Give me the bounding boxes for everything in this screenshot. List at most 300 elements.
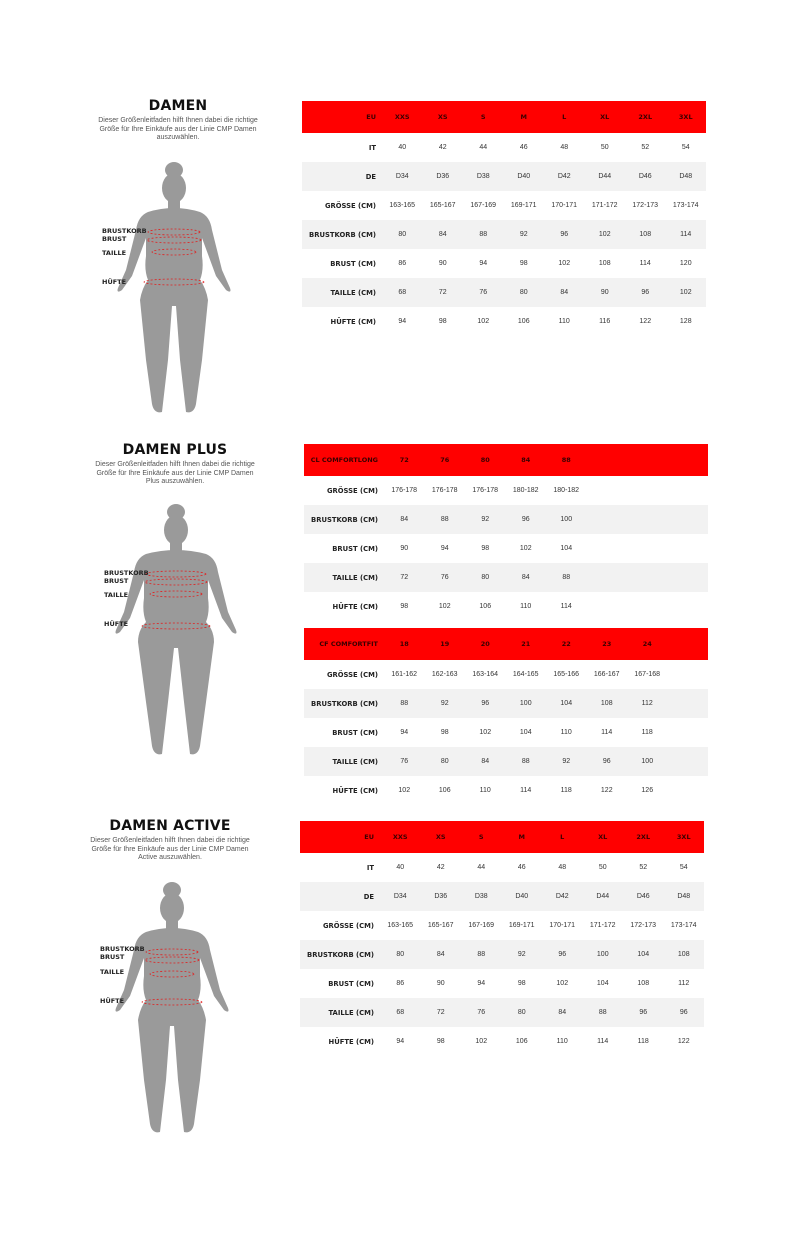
size-cell: 100 (506, 689, 547, 718)
size-cell: 110 (558, 318, 570, 325)
size-cell: 94 (400, 729, 409, 736)
size-cell: 84 (384, 505, 425, 534)
size-cell: 92 (425, 689, 466, 718)
size-cell (627, 505, 668, 534)
table-row (302, 191, 706, 220)
damen-size-table (302, 101, 706, 336)
size-cell (668, 776, 709, 805)
size-cell: 90 (438, 260, 447, 267)
size-cell (627, 563, 668, 592)
damen-active-size-table (300, 821, 704, 1056)
size-cell: 96 (664, 998, 705, 1027)
woman-silhouette-icon (96, 160, 246, 420)
size-cell: 106 (479, 603, 492, 610)
size-header-cell: 3XL (664, 821, 705, 853)
size-cell: 171-172 (591, 202, 618, 209)
size-cell: 180-182 (512, 487, 539, 494)
size-cell: 176-178 (391, 487, 418, 494)
size-cell (668, 689, 709, 718)
body-figure (96, 160, 246, 420)
size-cell: 172-173 (630, 922, 657, 929)
size-header-cell: L (544, 101, 585, 133)
size-cell: 128 (679, 318, 692, 325)
label-taille: TAILLE (102, 249, 127, 257)
size-cell: 76 (461, 998, 502, 1027)
table-header-row (304, 628, 708, 660)
size-cell: 118 (637, 1038, 649, 1045)
size-cell: 104 (596, 980, 609, 987)
table-row (304, 505, 708, 534)
size-cell: 170-171 (551, 202, 578, 209)
size-cell: 114 (560, 603, 572, 610)
row-label: TAILLE (CM) (304, 563, 384, 592)
row-label: BRUSTKORB (CM) (302, 220, 382, 249)
label-brust: BRUST (102, 235, 127, 243)
size-cell: 118 (641, 729, 653, 736)
size-cell: 92 (465, 505, 506, 534)
size-cell: 88 (425, 505, 466, 534)
size-cell: 76 (384, 747, 425, 776)
size-cell: 72 (384, 563, 425, 592)
row-label: GRÖSSE (CM) (322, 921, 374, 930)
size-cell: 163-165 (387, 922, 414, 929)
size-cell: 88 (546, 563, 587, 592)
size-cell: D44 (585, 162, 626, 191)
size-header-cell: XS (423, 101, 464, 133)
size-cell: 106 (438, 787, 451, 794)
size-cell: 90 (436, 980, 445, 987)
row-label: TAILLE (CM) (300, 998, 380, 1027)
size-cell: 104 (519, 729, 532, 736)
header-label: CL COMFORTLONG (304, 444, 384, 476)
size-cell: 102 (585, 220, 626, 249)
size-cell (587, 592, 628, 621)
size-cell: 52 (639, 864, 648, 871)
size-cell: 54 (679, 864, 688, 871)
size-cell: 162-163 (431, 671, 458, 678)
body-figure (94, 880, 244, 1140)
size-cell: 167-169 (470, 202, 497, 209)
size-cell: 96 (623, 998, 664, 1027)
size-header-cell: 3XL (666, 101, 707, 133)
size-cell: D46 (625, 162, 666, 191)
size-cell: 80 (380, 940, 421, 969)
size-cell: 108 (587, 689, 628, 718)
size-cell: 96 (506, 505, 547, 534)
size-cell: 80 (502, 998, 543, 1027)
damen-intro (68, 98, 288, 143)
size-cell: 92 (504, 220, 545, 249)
size-cell: 104 (546, 689, 587, 718)
size-cell: 167-169 (468, 922, 495, 929)
size-cell: 80 (465, 563, 506, 592)
size-cell: 173-174 (670, 922, 697, 929)
size-cell: D38 (461, 882, 502, 911)
size-cell: 92 (546, 747, 587, 776)
size-cell: D36 (421, 882, 462, 911)
size-cell: 98 (481, 545, 490, 552)
label-huefte: HÜFTE (100, 997, 125, 1005)
table-row (304, 689, 708, 718)
table-header-row (304, 444, 708, 476)
table-row (300, 998, 704, 1027)
size-cell: D46 (623, 882, 664, 911)
size-cell: 50 (598, 864, 607, 871)
size-cell: 68 (382, 278, 423, 307)
size-header-cell: 76 (425, 444, 466, 476)
size-cell: 114 (520, 787, 532, 794)
size-cell: 44 (477, 864, 486, 871)
size-cell: 88 (506, 747, 547, 776)
size-cell: 122 (639, 318, 652, 325)
row-label: TAILLE (CM) (304, 747, 384, 776)
size-cell: 118 (560, 787, 572, 794)
size-cell: 98 (440, 729, 449, 736)
row-label: GRÖSSE (CM) (326, 670, 378, 679)
row-label: BRUST (CM) (332, 728, 378, 737)
size-cell: 102 (398, 787, 411, 794)
size-cell: 165-167 (429, 202, 456, 209)
size-cell: 72 (421, 998, 462, 1027)
size-header-cell: S (461, 821, 502, 853)
size-cell: 52 (641, 144, 650, 151)
size-cell: 166-167 (593, 671, 620, 678)
row-label: HÜFTE (CM) (330, 317, 376, 326)
size-cell: 96 (544, 220, 585, 249)
table-header-row (300, 821, 704, 853)
size-cell: D36 (423, 162, 464, 191)
label-brust: BRUST (104, 577, 129, 585)
size-cell: D42 (542, 882, 583, 911)
size-header-cell: 23 (587, 628, 628, 660)
size-cell: 80 (425, 747, 466, 776)
table-row (304, 592, 708, 621)
size-cell (668, 476, 709, 505)
size-header-cell (668, 628, 709, 660)
size-header-cell: XL (585, 101, 626, 133)
size-cell: 84 (423, 220, 464, 249)
size-cell: 167-168 (634, 671, 661, 678)
size-cell: 169-171 (508, 922, 535, 929)
table-row (302, 162, 706, 191)
size-cell (668, 592, 709, 621)
size-cell: D38 (463, 162, 504, 191)
size-header-cell: 20 (465, 628, 506, 660)
row-label: BRUST (CM) (332, 544, 378, 553)
table-row (300, 969, 704, 998)
size-cell: 100 (546, 505, 587, 534)
size-cell: 163-164 (472, 671, 499, 678)
size-cell: 42 (436, 864, 445, 871)
row-label: HÜFTE (CM) (328, 1037, 374, 1046)
size-cell: 96 (625, 278, 666, 307)
size-header-cell: XL (583, 821, 624, 853)
row-label: IT (366, 863, 374, 872)
row-label: BRUSTKORB (CM) (304, 505, 384, 534)
size-cell: 68 (380, 998, 421, 1027)
size-cell: 88 (583, 998, 624, 1027)
size-cell: 108 (625, 220, 666, 249)
size-cell (668, 660, 709, 689)
size-cell (627, 592, 668, 621)
row-label: HÜFTE (CM) (332, 602, 378, 611)
size-cell: 88 (461, 940, 502, 969)
size-cell: 165-167 (427, 922, 454, 929)
size-cell: 98 (519, 260, 528, 267)
table-row (304, 563, 708, 592)
size-cell: 110 (560, 729, 572, 736)
label-brustkorb: BRUSTKORB (102, 227, 147, 235)
size-cell: 165-166 (553, 671, 580, 678)
size-cell (587, 534, 628, 563)
size-cell: 94 (477, 980, 486, 987)
row-label: TAILLE (CM) (302, 278, 382, 307)
size-cell: 40 (396, 864, 405, 871)
table-row (300, 882, 704, 911)
size-cell: 80 (504, 278, 545, 307)
size-cell: 94 (479, 260, 488, 267)
size-cell: 116 (599, 318, 611, 325)
size-cell: 72 (423, 278, 464, 307)
size-header-cell: M (502, 821, 543, 853)
section-title: DAMEN PLUS (122, 442, 228, 458)
header-label: CF COMFORTFIT (304, 628, 384, 660)
size-cell: 90 (585, 278, 626, 307)
size-cell: 122 (677, 1038, 690, 1045)
size-cell: D34 (380, 882, 421, 911)
size-cell: 108 (664, 940, 705, 969)
size-cell (668, 505, 709, 534)
size-cell: 84 (465, 747, 506, 776)
damen-active-intro (60, 818, 280, 863)
size-header-cell: 21 (506, 628, 547, 660)
size-cell: 102 (477, 318, 490, 325)
size-cell: 102 (556, 980, 569, 987)
table-row (302, 249, 706, 278)
size-header-cell: L (542, 821, 583, 853)
size-cell: 169-171 (510, 202, 537, 209)
size-cell (627, 534, 668, 563)
size-cell: 98 (517, 980, 526, 987)
size-cell: 44 (479, 144, 488, 151)
size-header-cell (668, 444, 709, 476)
size-cell: 96 (587, 747, 628, 776)
size-cell: 114 (597, 1038, 609, 1045)
table-row (304, 660, 708, 689)
size-cell: 176-178 (431, 487, 458, 494)
header-label: EU (300, 821, 380, 853)
size-cell: 90 (400, 545, 409, 552)
row-label: IT (368, 143, 376, 152)
row-label: BRUST (CM) (328, 979, 374, 988)
table-row (304, 747, 708, 776)
size-cell: 84 (544, 278, 585, 307)
size-header-cell: XXS (380, 821, 421, 853)
size-cell: 161-162 (391, 671, 418, 678)
size-header-cell: S (463, 101, 504, 133)
size-cell: 120 (679, 260, 692, 267)
size-cell: 110 (556, 1038, 568, 1045)
table-row (300, 853, 704, 882)
size-cell: 108 (637, 980, 650, 987)
size-header-cell: 80 (465, 444, 506, 476)
label-brustkorb: BRUSTKORB (100, 945, 145, 953)
size-cell: 172-173 (632, 202, 659, 209)
size-header-cell: 2XL (625, 101, 666, 133)
size-cell: 112 (627, 689, 668, 718)
size-cell: 102 (479, 729, 492, 736)
table-row (304, 476, 708, 505)
size-cell: 48 (560, 144, 569, 151)
size-cell: 102 (519, 545, 532, 552)
section-description: Dieser Größenleitfaden hilft Ihnen dabei die richtige Größe für Ihre Einkäufe aus der Linie CMP Damen Plus auszuwählen. (95, 461, 255, 485)
size-cell: 170-171 (549, 922, 576, 929)
size-cell: 94 (396, 1038, 405, 1045)
size-cell: D42 (544, 162, 585, 191)
size-cell: 106 (517, 318, 530, 325)
size-cell: 88 (463, 220, 504, 249)
table-row (302, 307, 706, 336)
size-cell: 86 (398, 260, 407, 267)
size-cell: 54 (681, 144, 690, 151)
size-cell: 102 (475, 1038, 488, 1045)
size-cell: 173-174 (672, 202, 699, 209)
size-cell: 88 (384, 689, 425, 718)
size-cell (668, 534, 709, 563)
size-cell: 108 (598, 260, 611, 267)
row-label: BRUST (CM) (330, 259, 376, 268)
label-huefte: HÜFTE (102, 278, 127, 286)
size-cell: 164-165 (512, 671, 539, 678)
size-cell: 106 (515, 1038, 528, 1045)
size-header-cell: 18 (384, 628, 425, 660)
size-header-cell: 22 (546, 628, 587, 660)
size-cell: 114 (639, 260, 651, 267)
size-cell: 102 (558, 260, 571, 267)
size-cell: D44 (583, 882, 624, 911)
section-title: DAMEN ACTIVE (109, 818, 231, 834)
size-cell: 84 (421, 940, 462, 969)
size-cell: 92 (502, 940, 543, 969)
size-cell: 98 (400, 603, 409, 610)
size-cell: 104 (560, 545, 573, 552)
size-cell: 94 (440, 545, 449, 552)
size-cell: D40 (502, 882, 543, 911)
size-cell: 84 (542, 998, 583, 1027)
label-taille: TAILLE (100, 968, 125, 976)
size-cell: 176-178 (472, 487, 499, 494)
size-header-cell: 84 (506, 444, 547, 476)
row-label: BRUSTKORB (CM) (304, 689, 384, 718)
size-header-cell (627, 444, 668, 476)
damen-plus-comfortfit-table (304, 628, 708, 805)
size-cell: 46 (519, 144, 528, 151)
size-cell: 114 (601, 729, 613, 736)
size-header-cell: 88 (546, 444, 587, 476)
body-figure (98, 502, 248, 762)
size-header-cell: M (504, 101, 545, 133)
row-label: GRÖSSE (CM) (326, 486, 378, 495)
size-header-cell: 72 (384, 444, 425, 476)
size-cell: 96 (465, 689, 506, 718)
size-cell: 50 (600, 144, 609, 151)
size-cell: 163-165 (389, 202, 416, 209)
size-cell: D34 (382, 162, 423, 191)
table-row (300, 911, 704, 940)
size-header-cell (587, 444, 628, 476)
size-cell: 48 (558, 864, 567, 871)
table-row (302, 220, 706, 249)
label-taille: TAILLE (104, 591, 129, 599)
size-cell (668, 747, 709, 776)
table-row (304, 776, 708, 805)
table-row (300, 940, 704, 969)
woman-silhouette-icon (94, 880, 244, 1140)
size-cell: 86 (396, 980, 405, 987)
woman-silhouette-icon (98, 502, 248, 762)
size-cell: 102 (438, 603, 451, 610)
size-cell: 96 (542, 940, 583, 969)
table-row (300, 1027, 704, 1056)
size-cell: D48 (666, 162, 707, 191)
size-cell: 100 (583, 940, 624, 969)
size-cell: 98 (436, 1038, 445, 1045)
label-huefte: HÜFTE (104, 620, 129, 628)
size-cell: 40 (398, 144, 407, 151)
size-cell: 94 (398, 318, 407, 325)
size-cell: 100 (627, 747, 668, 776)
table-row (304, 534, 708, 563)
size-cell: 84 (506, 563, 547, 592)
size-header-cell: XS (421, 821, 462, 853)
size-cell: 102 (666, 278, 707, 307)
section-description: Dieser Größenleitfaden hilft Ihnen dabei die richtige Größe für Ihre Einkäufe aus der Linie CMP Damen auszuwählen. (98, 117, 258, 141)
size-cell: D40 (504, 162, 545, 191)
size-cell: 80 (382, 220, 423, 249)
header-label: EU (302, 101, 382, 133)
size-cell (668, 718, 709, 747)
size-cell (587, 505, 628, 534)
size-header-cell: 24 (627, 628, 668, 660)
label-brustkorb: BRUSTKORB (104, 569, 149, 577)
damen-plus-comfortlong-table (304, 444, 708, 621)
row-label: DE (302, 162, 382, 191)
size-cell: 126 (641, 787, 654, 794)
size-cell: 114 (666, 220, 707, 249)
size-cell: D48 (664, 882, 705, 911)
damen-plus-intro (65, 442, 285, 487)
size-cell (627, 476, 668, 505)
size-cell: 180-182 (553, 487, 580, 494)
section-description: Dieser Größenleitfaden hilft Ihnen dabei die richtige Größe für Ihre Einkäufe aus der Linie CMP Damen Active auszuwählen. (90, 837, 250, 861)
table-row (304, 718, 708, 747)
size-cell: 104 (623, 940, 664, 969)
size-cell: 46 (517, 864, 526, 871)
size-header-cell: 19 (425, 628, 466, 660)
size-cell: 76 (463, 278, 504, 307)
row-label: HÜFTE (CM) (332, 786, 378, 795)
row-label: GRÖSSE (CM) (324, 201, 376, 210)
size-cell: 110 (479, 787, 491, 794)
label-brust: BRUST (100, 953, 125, 961)
table-header-row (302, 101, 706, 133)
size-cell (587, 563, 628, 592)
size-cell: 42 (438, 144, 447, 151)
size-header-cell: XXS (382, 101, 423, 133)
table-row (302, 278, 706, 307)
size-cell (668, 563, 709, 592)
section-title: DAMEN (148, 98, 208, 114)
